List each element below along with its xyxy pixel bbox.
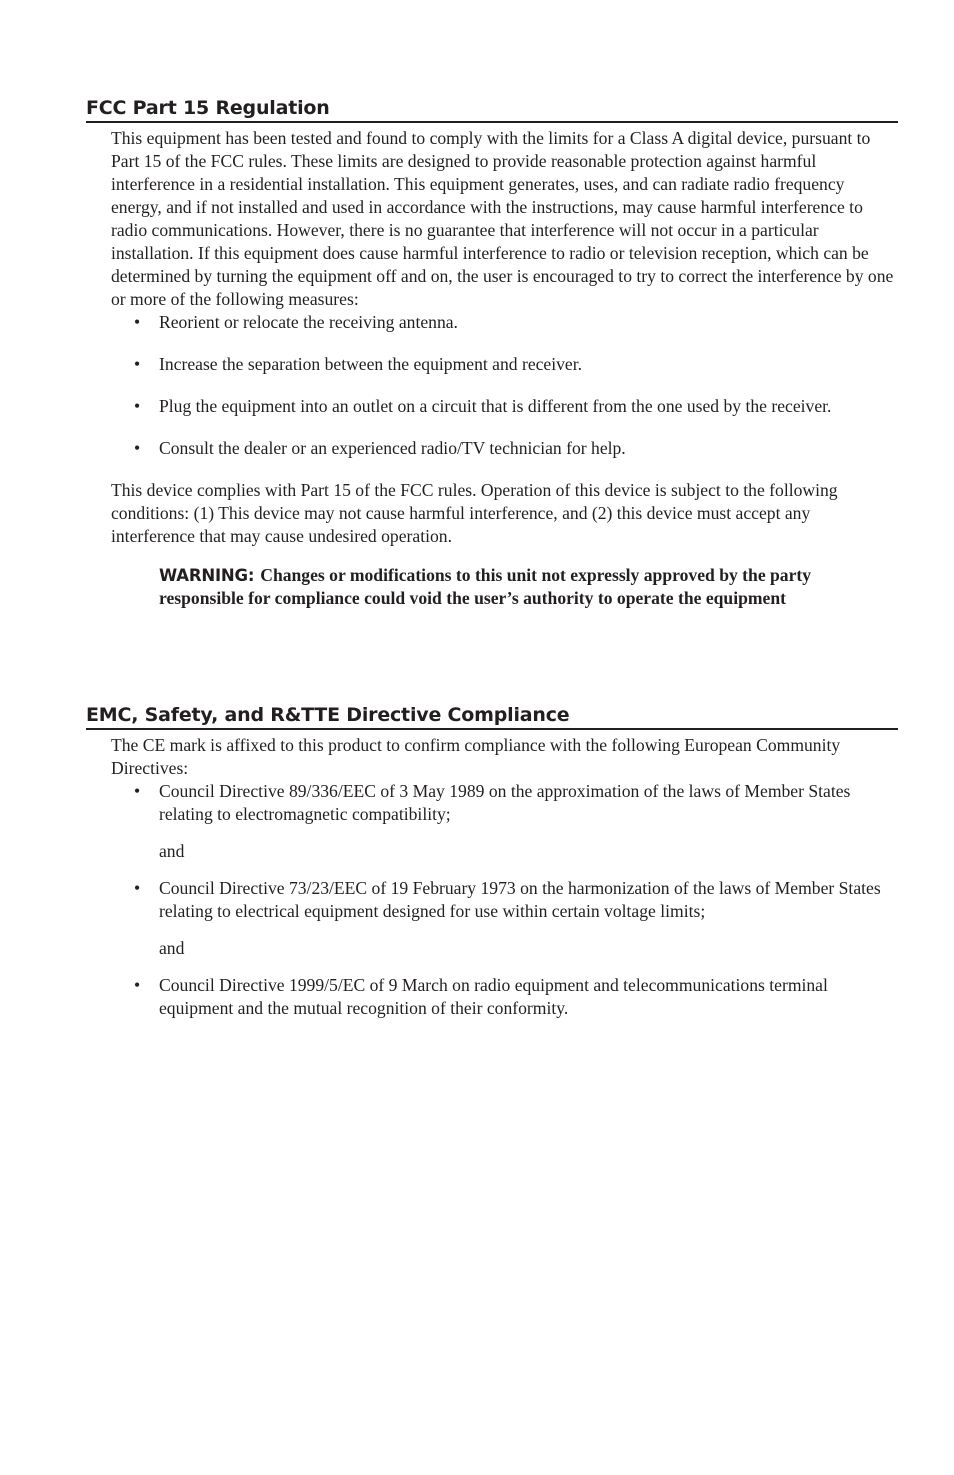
emc-section <box>86 703 898 1034</box>
directive-text: Council Directive 89/336/EEC of 3 May 1989 on the approximation of the laws of Member States relating to electromagnetic compatibility; <box>159 781 851 824</box>
fcc-measures-list <box>86 311 898 460</box>
list-item <box>134 395 898 418</box>
bullet-glyph: • <box>134 438 141 458</box>
list-item <box>134 780 898 863</box>
bullet-glyph: • <box>134 878 141 898</box>
emc-intro-paragraph: The CE mark is affixed to this product to confirm compliance with the following European Community Directives: <box>111 735 841 778</box>
measure-text: Reorient or relocate the receiving antenna. <box>159 312 458 332</box>
warning-text: Changes or modifications to this unit not expressly approved by the party responsible for compliance could void the user’s authority to operate the equipment <box>159 565 812 608</box>
list-item <box>134 437 898 460</box>
fcc-intro-paragraph: This equipment has been tested and found to comply with the limits for a Class A digital device, pursuant to Part 15 of the FCC rules. These limits are designed to provide reasonable protection against harmful interference in a residential installation. This equipment generates, uses, and can radiate radio frequency energy, and if not installed and used in accordance with the instructions, may cause harmful interference to radio communications. However, there is no guarantee that interference will not occur in a particular installation. If this equipment does cause harmful interference to radio or television reception, which can be determined by turning the equipment off and on, the user is encouraged to try to correct the interference by one or more of the following measures: <box>111 128 894 309</box>
conjunction-text: and <box>159 841 185 861</box>
bullet-glyph: • <box>134 354 141 374</box>
directive-text: Council Directive 1999/5/EC of 9 March on radio equipment and telecommunications terminal equipment and the mutual recognition of their conformity. <box>159 975 828 1018</box>
warning-notice <box>159 564 839 610</box>
emc-heading: EMC, Safety, and R&TTE Directive Compliance <box>86 703 898 730</box>
list-item <box>134 311 898 334</box>
list-item <box>134 353 898 376</box>
fcc-heading: FCC Part 15 Regulation <box>86 96 898 123</box>
directive-text: Council Directive 73/23/EEC of 19 February 1973 on the harmonization of the laws of Member States relating to electrical equipment designed for use within certain voltage limits; <box>159 878 881 921</box>
measure-text: Consult the dealer or an experienced radio/TV technician for help. <box>159 438 626 458</box>
bullet-glyph: • <box>134 396 141 416</box>
bullet-glyph: • <box>134 312 141 332</box>
bullet-glyph: • <box>134 975 141 995</box>
list-item <box>134 974 898 1020</box>
measure-text: Increase the separation between the equipment and receiver. <box>159 354 583 374</box>
measure-text: Plug the equipment into an outlet on a circuit that is different from the one used by the receiver. <box>159 396 832 416</box>
list-item <box>134 877 898 960</box>
fcc-section <box>86 96 898 610</box>
fcc-compliance-paragraph: This device complies with Part 15 of the FCC rules. Operation of this device is subject to the following conditions: (1) This device may not cause harmful interference, and (2) this device must accept any interference that may cause undesired operation. <box>111 480 838 546</box>
warning-label: WARNING: <box>159 566 255 585</box>
emc-directives-list <box>86 780 898 1020</box>
conjunction-text: and <box>159 938 185 958</box>
bullet-glyph: • <box>134 781 141 801</box>
